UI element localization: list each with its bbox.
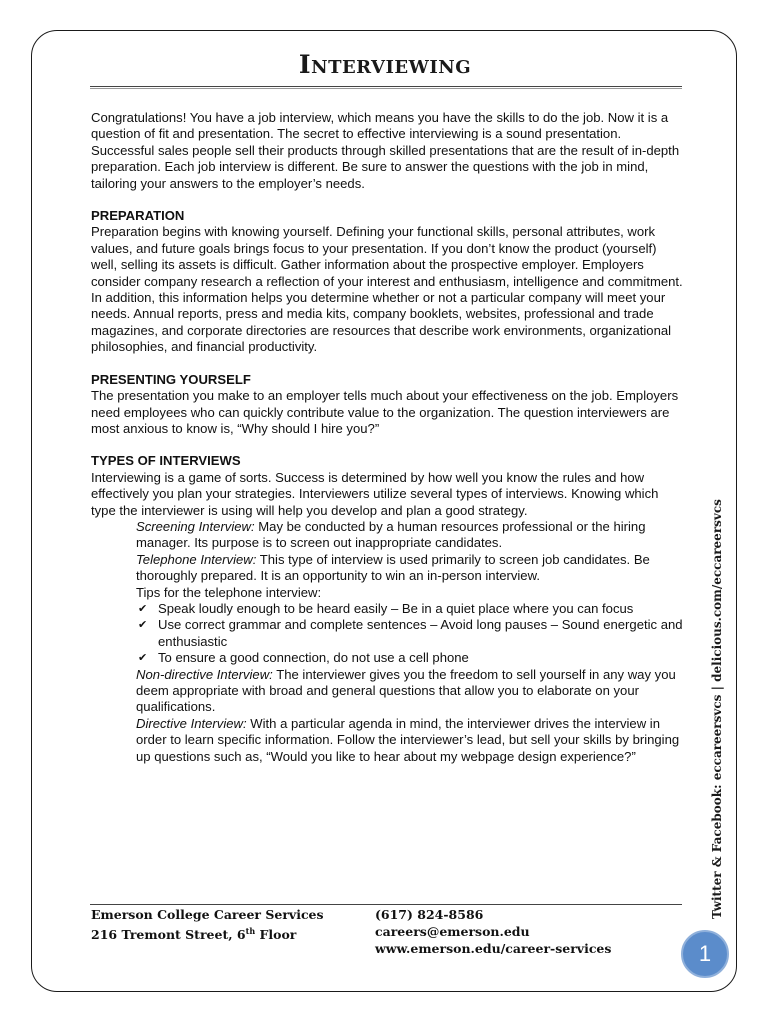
directive-label: Directive Interview: xyxy=(136,715,247,731)
address-floor: Floor xyxy=(255,927,297,943)
list-item xyxy=(136,650,683,666)
types-paragraph: Interviewing is a game of sorts. Success is determined by how well you know the rules and how effectively you plan your strategies. Interviewers utilize several types of interviews. Knowing which type the interviewer is using will help you develop and plan a good strategy. xyxy=(91,469,659,518)
presenting-paragraph: The presentation you make to an employer tells much about your effectiveness on the job. Employers need employees who can quickly contribute value to the organization. The question interviewers are most anxious to know is, “Why should I hire you?” xyxy=(91,388,679,436)
interview-types-list xyxy=(136,519,683,765)
nondirective-text: The interviewer gives you the freedom to sell yourself in any way you deem appropriate with broad and general questions that allow you to elaborate on your qualifications. xyxy=(136,666,676,715)
title-divider xyxy=(90,86,682,87)
telephone-tips-label: Tips for the telephone interview: xyxy=(136,584,322,600)
telephone-interview xyxy=(136,552,683,585)
footer-website[interactable]: www.emerson.edu/career-services xyxy=(375,941,612,956)
presenting-heading: PRESENTING YOURSELF xyxy=(91,371,251,387)
directive-interview xyxy=(136,716,683,765)
checkmark-icon: ✔ xyxy=(138,619,148,632)
tip-text: Use correct grammar and complete sentences – Avoid long pauses – Sound energetic and enthusiastic xyxy=(158,617,683,649)
types-heading: TYPES OF INTERVIEWS xyxy=(91,453,241,469)
telephone-label: Telephone Interview: xyxy=(136,551,257,567)
title-divider-shadow xyxy=(90,88,682,89)
intro-paragraph: Congratulations! You have a job interview, which means you have the skills to do the job. Now it is a question of fit and presentation. The secret to effective interviewing is a sound presentation. Successful sales people sell their products through skilled presentations that are the result of in-depth preparation. Each job interview is different. Be sure to answer the questions with the job in mind, tailoring your answers to the employer’s needs. xyxy=(91,110,680,191)
preparation-heading: PREPARATION xyxy=(91,208,185,224)
footer-contact-block xyxy=(375,906,611,957)
page-number-badge: 1 xyxy=(681,930,729,978)
footer-address xyxy=(91,923,324,943)
social-sidebar xyxy=(707,500,727,918)
nondirective-label: Non-directive Interview: xyxy=(136,666,273,682)
directive-text: With a particular agenda in mind, the interviewer drives the interview in order to learn specific information. Follow the interviewer’s lead, but sell your skills by bringing up questions such as, “Would you like to hear about my webpage design experience?” xyxy=(136,715,680,764)
footer-email[interactable]: careers@emerson.edu xyxy=(375,924,530,939)
address-street: 216 Tremont Street, 6 xyxy=(91,927,246,943)
footer-address-block xyxy=(91,906,324,943)
social-handles: Twitter & Facebook: eccareersvcs | delicious.com/eccareersvcs xyxy=(710,499,724,919)
footer-divider xyxy=(90,904,682,905)
telephone-tips-list xyxy=(136,601,683,667)
preparation-paragraph: Preparation begins with knowing yourself. Defining your functional skills, personal attributes, work values, and future goals brings focus to your presentation. If you don’t know the product (yourself) well, selling its assets is difficult. Gather information about the prospective employer. Employers consider company research a reflection of your interest and enthusiasm, intelligence and commitment. In addition, this information helps you determine whether or not a particular company will meet your needs. Annual reports, press and media kits, company booklets, websites, professional and trade magazines, and corporate directories are resources that describe work environments, organizational philosophies, and financial productivity. xyxy=(91,224,683,355)
checkmark-icon: ✔ xyxy=(138,602,148,615)
checkmark-icon: ✔ xyxy=(138,652,148,665)
footer-org: Emerson College Career Services xyxy=(91,907,324,922)
screening-label: Screening Interview: xyxy=(136,518,255,534)
page-title: Interviewing xyxy=(298,50,472,79)
tip-text: To ensure a good connection, do not use a cell phone xyxy=(158,650,469,666)
screening-interview xyxy=(136,519,683,552)
nondirective-interview xyxy=(136,667,683,716)
document-body xyxy=(91,110,683,765)
list-item xyxy=(136,617,683,650)
tip-text: Speak loudly enough to be heard easily – Be in a quiet place where you can focus xyxy=(158,600,634,616)
screening-text: May be conducted by a human resources professional or the hiring manager. Its purpose is to screen out inappropriate candidates. xyxy=(136,518,646,551)
address-superscript: th xyxy=(245,926,256,936)
footer-phone: (617) 824-8586 xyxy=(375,907,484,922)
list-item xyxy=(136,601,683,617)
telephone-text: This type of interview is used primarily to screen job candidates. Be thoroughly prepared. It is an opportunity to win an in-person interview. xyxy=(136,551,650,584)
